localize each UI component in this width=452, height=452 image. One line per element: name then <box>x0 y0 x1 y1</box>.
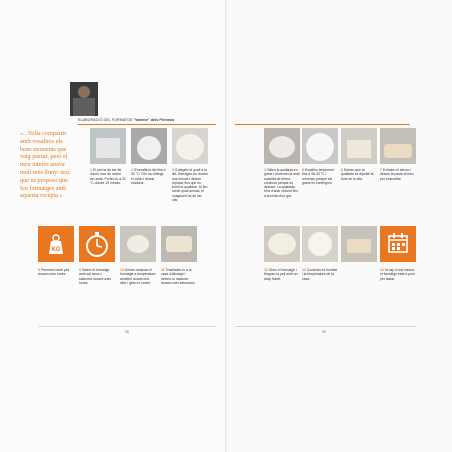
weight-icon <box>38 226 74 262</box>
step-3-text: 3S'afegeix el quall a la llet. Barregeu-ho durant uns minuts i deixeu reposar fins que es formi la quallada. Si feu servir quall animal, el coagulant ha de ser clar. <box>172 168 208 203</box>
step-11-photo <box>161 226 197 262</box>
footer-rule-right <box>235 326 416 327</box>
header-rule <box>78 124 216 125</box>
right-page <box>226 0 452 452</box>
step-2-text: 2S'escalfa la llet fins a 32 °C. S'hi ha d'afegir el cultiu i deixar madurar. <box>131 168 166 185</box>
step-1-text: 1El pot ha de ser fet d'acer inox de volum ací aviat. Porteu-lo a 32 °C durant 15 minuts. <box>90 168 126 185</box>
step-4-photo <box>264 128 300 164</box>
step-10-photo <box>120 226 156 262</box>
step-12-photo <box>264 226 300 262</box>
recipe-header <box>78 118 174 122</box>
step-14-photo <box>341 226 377 262</box>
step-5-photo <box>302 128 338 164</box>
step-3-photo <box>172 128 208 164</box>
footer-rule-left <box>38 326 216 327</box>
step-7-text: 7Extraieu el sèrum i deixeu la pasta al fons per emmotllar. <box>380 168 414 181</box>
step-12-text: 12Gireu el formatge i fregueu la pell amb un drap humit. <box>264 268 298 281</box>
step-13-photo <box>302 226 338 262</box>
header-title: "tomme" dels Pirineus <box>133 118 175 122</box>
step-7-photo <box>380 128 416 164</box>
calendar-icon <box>380 226 416 262</box>
step-10-text: 10Deixeu assecar el formatge a temperatura ambient durant uns dies i gireu-lo sovint. <box>120 268 156 285</box>
step-6-text: 6Deixeu que la quallada es dipositi al fons de la olla. <box>341 168 374 181</box>
page-number-left: 98 <box>125 330 129 334</box>
stopwatch-icon <box>79 226 115 262</box>
header-rule-right <box>235 124 410 125</box>
step-2-photo <box>131 128 167 164</box>
step-6-photo <box>341 128 377 164</box>
step-1-photo <box>90 128 126 164</box>
step-11-text: 11Traslladeu-lo a la cava d'afinatge i deixeu-lo madurar durant unes setmanes. <box>161 268 196 285</box>
page-number-right: 99 <box>322 330 326 334</box>
cheesemaker-photo <box>70 82 98 116</box>
step-8-text: 8Premsem amb pes durant unes hores. <box>38 268 70 277</box>
header-prefix: ELABORACIÓ DEL FORMATGE <box>78 118 134 122</box>
weight-icon-label: KG <box>51 247 61 253</box>
step-14-text: 14Al cap d'uns mesos, el formatge està a punt per tastar. <box>380 268 416 281</box>
intro-quote: «...Volia compartir amb vosaltres els bons moments que vaig passar, però el meu interès anava molt més lluny: així que us proposo que feu formatges amb aquesta recepta.» <box>20 130 70 200</box>
step-13-text: 13Controleu la humitat i la temperatura de la cava. <box>302 268 338 281</box>
step-5-text: 5Escalfeu lentament fins a 38-40 °C i remeneu perquè els grans es contreguin. <box>302 168 334 185</box>
step-9-text: 9Salem el formatge amb sal seca o salmorra durant unes hores. <box>79 268 112 285</box>
book-gutter <box>225 0 227 452</box>
step-4-text: 4Talleu la quallada en grans i remeneu-la amb suavitat de forma contínua perquè es desuori. La quallada s'ha d'anar reduint fins a la mida d'un gra. <box>264 168 300 198</box>
